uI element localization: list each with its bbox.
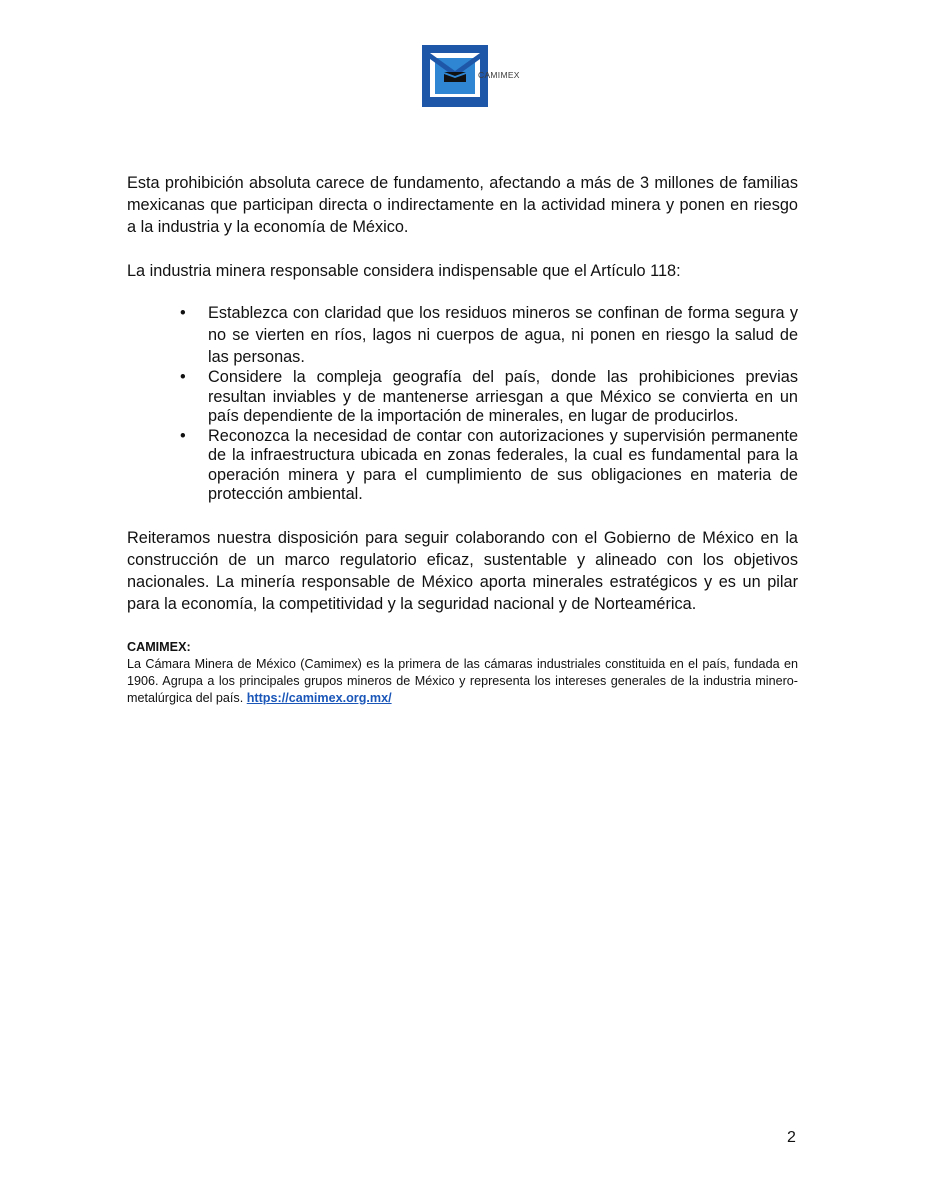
bullet-icon: •	[180, 426, 186, 445]
article-118-requirements-list	[127, 302, 798, 505]
about-text: La Cámara Minera de México (Camimex) es la primera de las cámaras industriales constituida en el país, fundada en 1906. Agrupa a los principales grupos mineros de México y representa los intereses generales de la industria minero-metalúrgica del país.	[127, 656, 798, 705]
press-release-body	[127, 172, 798, 707]
paragraph-article-118-intro: La industria minera responsable considera indispensable que el Artículo 118:	[127, 262, 681, 280]
list-item-text: Considere la compleja geografía del país, donde las prohibiciones previas resultan inviables y de mantenerse arriesgan a que México se convierta en un país dependiente de la importación de minerales, en lugar de producirlos.	[208, 368, 798, 425]
paragraph-collaboration: Reiteramos nuestra disposición para seguir colaborando con el Gobierno de México en la construcción de un marco regulatorio eficaz, sustentable y alineado con los objetivos nacionales. La minería responsable de México aporta minerales estratégicos y es un pilar para la economía, la competitividad y la seguridad nacional y de Norteamérica.	[127, 528, 798, 613]
camimex-logo	[422, 45, 532, 107]
list-item-text: Reconozca la necesidad de contar con autorizaciones y supervisión permanente de la infraestructura ubicada en zonas federales, la cual es fundamental para la operación minera y para el cumplimiento de sus obligaciones en materia de protección ambiental.	[208, 426, 798, 503]
list-item	[180, 368, 798, 427]
bullet-icon: •	[180, 304, 186, 322]
list-item-text: Establezca con claridad que los residuos mineros se confinan de forma segura y no se vierten en ríos, lagos ni cuerpos de agua, ni ponen en riesgo la salud de las personas.	[208, 304, 798, 366]
about-title: CAMIMEX:	[127, 639, 191, 654]
page-number: 2	[787, 1129, 796, 1146]
about-body	[127, 656, 798, 707]
paragraph-prohibition: Esta prohibición absoluta carece de fundamento, afectando a más de 3 millones de familias mexicanas que participan directa o indirectamente en la actividad minera y ponen en riesgo a la industria y la economía de México.	[127, 174, 798, 236]
list-item	[180, 426, 798, 505]
camimex-website-link[interactable]: https://camimex.org.mx/	[246, 690, 392, 705]
about-camimex	[127, 639, 798, 707]
logo-text: CAMIMEX	[478, 70, 520, 80]
bullet-icon: •	[180, 368, 186, 386]
list-item	[180, 302, 798, 368]
